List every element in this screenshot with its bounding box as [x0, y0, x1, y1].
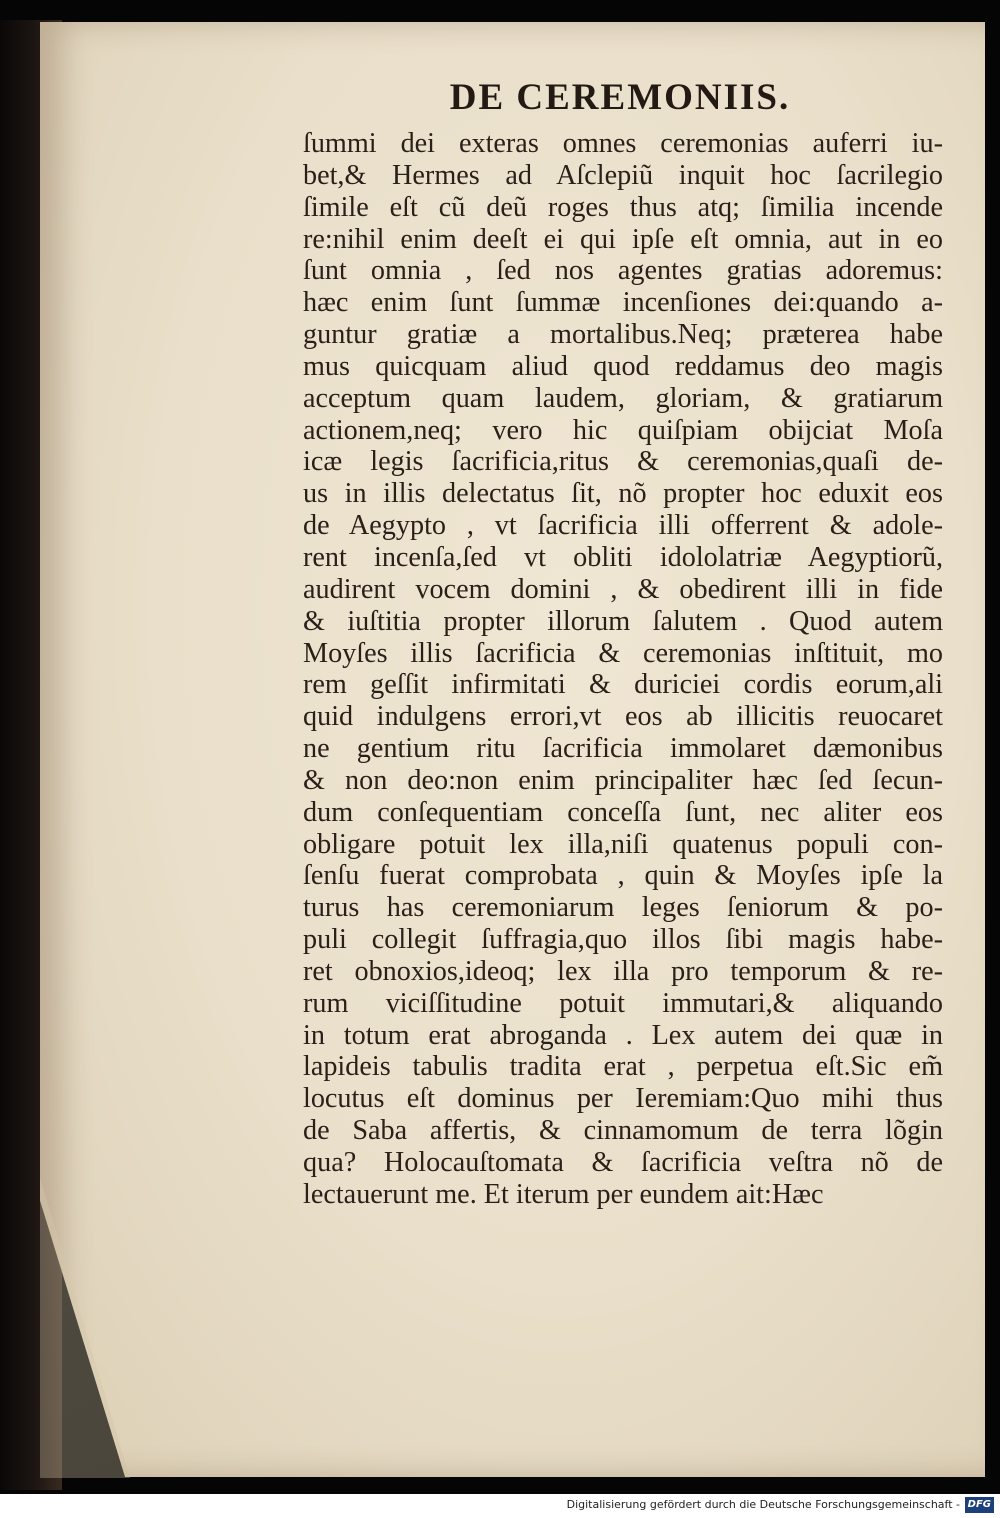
text-line: ſenſu fuerat comprobata , quin & Moyſes ipſe la	[303, 860, 943, 892]
text-line: mus quicquam aliud quod reddamus deo magis	[303, 350, 943, 382]
page-text-block	[303, 128, 943, 1211]
text-line: ſimile eſt cũ deũ roges thus atq; ſimilia incende	[303, 191, 943, 223]
text-line: acceptum quam laudem, gloriam, & gratiarum	[303, 382, 943, 414]
text-line: dum conſequentiam conceſſa ſunt, nec aliter eos	[303, 796, 943, 828]
text-line: ne gentium ritu ſacrificia immolaret dæmonibus	[303, 733, 943, 765]
text-line: audirent vocem domini , & obedirent illi in fide	[303, 573, 943, 605]
running-head: DE CEREMONIIS.	[449, 77, 791, 118]
text-line: guntur gratiæ a mortalibus.Neq; præterea habe	[303, 319, 943, 351]
text-line: qua? Holocauſtomata & ſacrificia veſtra nõ de	[303, 1147, 943, 1178]
text-line: rum viciſſitudine potuit immutari,& aliquando	[303, 987, 943, 1019]
dfg-logo-icon: DFG	[965, 1497, 994, 1513]
text-line: icæ legis ſacrificia,ritus & ceremonias,quaſi de-	[303, 446, 943, 478]
text-line: rem geſſit infirmitati & duriciei cordis eorum,ali	[303, 669, 943, 701]
text-line: de Aegypto , vt ſacrificia illi offerrent & adole-	[303, 510, 943, 542]
text-line: lapideis tabulis tradita erat , perpetua eſt.Sic em̃	[303, 1051, 943, 1083]
text-line: re:nihil enim deeſt ei qui ipſe eſt omnia, aut in eo	[303, 223, 943, 255]
text-line: quid indulgens errori,vt eos ab illicitis reuocaret	[303, 701, 943, 733]
text-line: puli collegit ſuffragia,quo illos ſibi magis habe-	[303, 924, 943, 956]
text-line: & non deo:non enim principaliter hæc ſed ſecun-	[303, 764, 943, 796]
text-line: lectauerunt me. Et iterum per eundem ait:Hæc	[303, 1178, 824, 1210]
text-line: hæc enim ſunt ſummæ incenſiones dei:quando a-	[303, 287, 943, 319]
text-line: in totum erat abroganda . Lex autem dei quæ in	[303, 1019, 943, 1051]
text-line: turus has ceremoniarum leges ſeniorum & po-	[303, 892, 943, 924]
text-line: rent incenſa,ſed vt obliti idololatriæ Aegyptiorũ,	[303, 541, 943, 573]
text-line: locutus eſt dominus per Ieremiam:Quo mihi thus	[303, 1083, 943, 1115]
text-line: us in illis delectatus ſit, nõ propter hoc eduxit eos	[303, 478, 943, 510]
text-line: de Saba affertis, & cinnamomum de terra lõgin	[303, 1115, 943, 1147]
text-line: actionem,neq; vero hic quiſpiam obijciat Moſa	[303, 414, 943, 446]
text-line: obligare potuit lex illa,niſi quatenus populi con-	[303, 828, 943, 860]
funding-credit: Digitalisierung gefördert durch die Deutsche Forschungsgemeinschaft -	[566, 1498, 960, 1511]
text-line: ſunt omnia , ſed nos agentes gratias adoremus:	[303, 255, 943, 287]
footer-bar	[0, 1494, 1000, 1518]
text-line: ſummi dei exteras omnes ceremonias auferri iu-	[303, 128, 943, 159]
text-line: ret obnoxios,ideoq; lex illa pro temporum & re-	[303, 955, 943, 987]
text-line: Moyſes illis ſacrificia & ceremonias inſtituit, mo	[303, 637, 943, 669]
text-line: bet,& Hermes ad Aſclepiũ inquit hoc ſacrilegio	[303, 159, 943, 191]
text-line: & iuſtitia propter illorum ſalutem . Quod autem	[303, 605, 943, 637]
